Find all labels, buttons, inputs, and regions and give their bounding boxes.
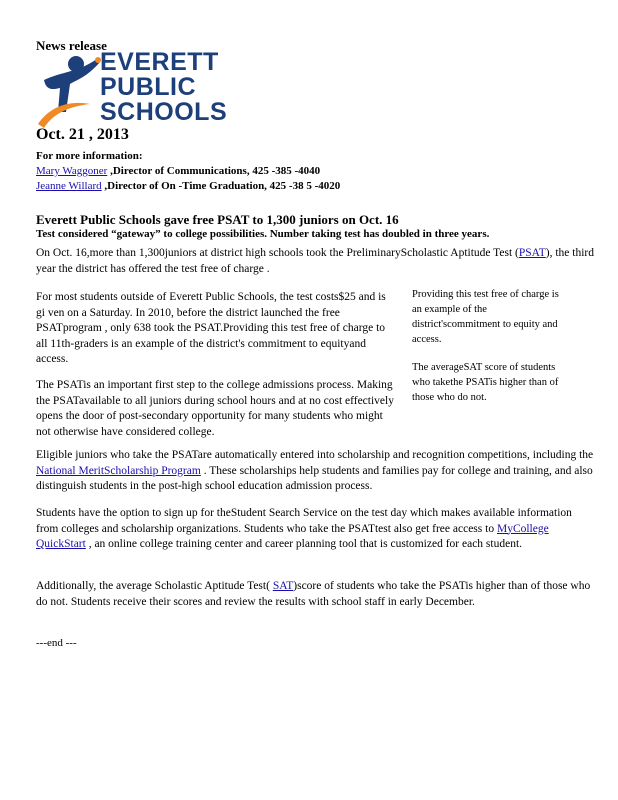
contact-line	[36, 165, 320, 177]
cost-paragraph: For most students outside of Everett Public Schools, the test costs$25 and is gi ven on a Saturday. In 2010, before the district launched the free PSATprogram , only 638 took the PSAT.Providing this test free of charge to all 11th-graders is an example of the district's commitment to equityand access.	[36, 291, 386, 365]
logo-figure-icon	[36, 50, 102, 134]
intro-paragraph: On Oct. 16,more than 1,300juniors at district high schools took the PreliminaryScholastic Aptitude Test (PSAT), the third year the district has offered the test free of charge .	[36, 247, 594, 275]
sidebar-quote-equity: Providing this test free of charge is an example of the district'scommitment to equity and access.	[412, 289, 559, 345]
contact-details: ,Director of Communications, 425 -385 -4040	[107, 165, 321, 177]
contact-details: ,Director of On -Time Graduation, 425 -38 5 -4020	[101, 180, 341, 192]
everett-public-schools-logo	[36, 50, 226, 134]
sidebar-quote-sat: The averageSAT score of students who takethe PSATis higher than of those who do not.	[412, 362, 559, 403]
release-date: Oct. 21 , 2013	[36, 126, 129, 143]
sat-score-paragraph: Additionally, the average Scholastic Aptitude Test( SAT)score of students who take the PSATis higher than of those who do not. Students receive their scores and review the results with school staff in early December.	[36, 580, 591, 608]
logo-word-public: PUBLIC	[100, 73, 197, 101]
contact-link-jeanne-willard[interactable]: Jeanne Willard	[36, 180, 102, 192]
national-merit-link[interactable]: National MeritScholarship Program	[36, 464, 201, 477]
headline: Everett Public Schools gave free PSAT to 1,300 juniors on Oct. 16	[36, 212, 399, 227]
logo-word-everett: EVERETT	[100, 48, 219, 76]
news-release-label: News release	[36, 38, 107, 53]
first-step-paragraph: The PSATis an important first step to the college admissions process. Making the PSATavailable to all juniors during school hours and at no cost effectively opens the door of post-secondary opportunity for many students who might not otherwise have considered college.	[36, 379, 394, 438]
contact-line	[36, 180, 340, 192]
mycollege-quickstart-link[interactable]: MyCollege QuickStart	[36, 522, 549, 550]
logo-word-schools: SCHOOLS	[100, 98, 228, 126]
student-search-paragraph: Students have the option to sign up for theStudent Search Service on the test day which makes available information from colleges and scholarship organizations. Students who take the PSATtest also get free access to MyCollege QuickStart , an online college training center and career planning tool that is customized for each student.	[36, 507, 572, 550]
contact-link-mary-waggoner[interactable]: Mary Waggoner	[36, 165, 108, 177]
more-info-label: For more information:	[36, 150, 143, 162]
scholarship-paragraph: Eligible juniors who take the PSATare automatically entered into scholarship and recognition competitions, including the National MeritScholarship Program . These scholarships help students and families pay for college and training, and also distinguish students in the post-high school education admission process.	[36, 449, 594, 492]
subheadline: Test considered “gateway” to college possibilities. Number taking test has doubled in three years.	[36, 228, 490, 240]
sat-link[interactable]: SAT	[272, 580, 294, 592]
psat-link[interactable]: PSAT	[518, 247, 546, 259]
end-mark: ---end ---	[36, 637, 77, 649]
